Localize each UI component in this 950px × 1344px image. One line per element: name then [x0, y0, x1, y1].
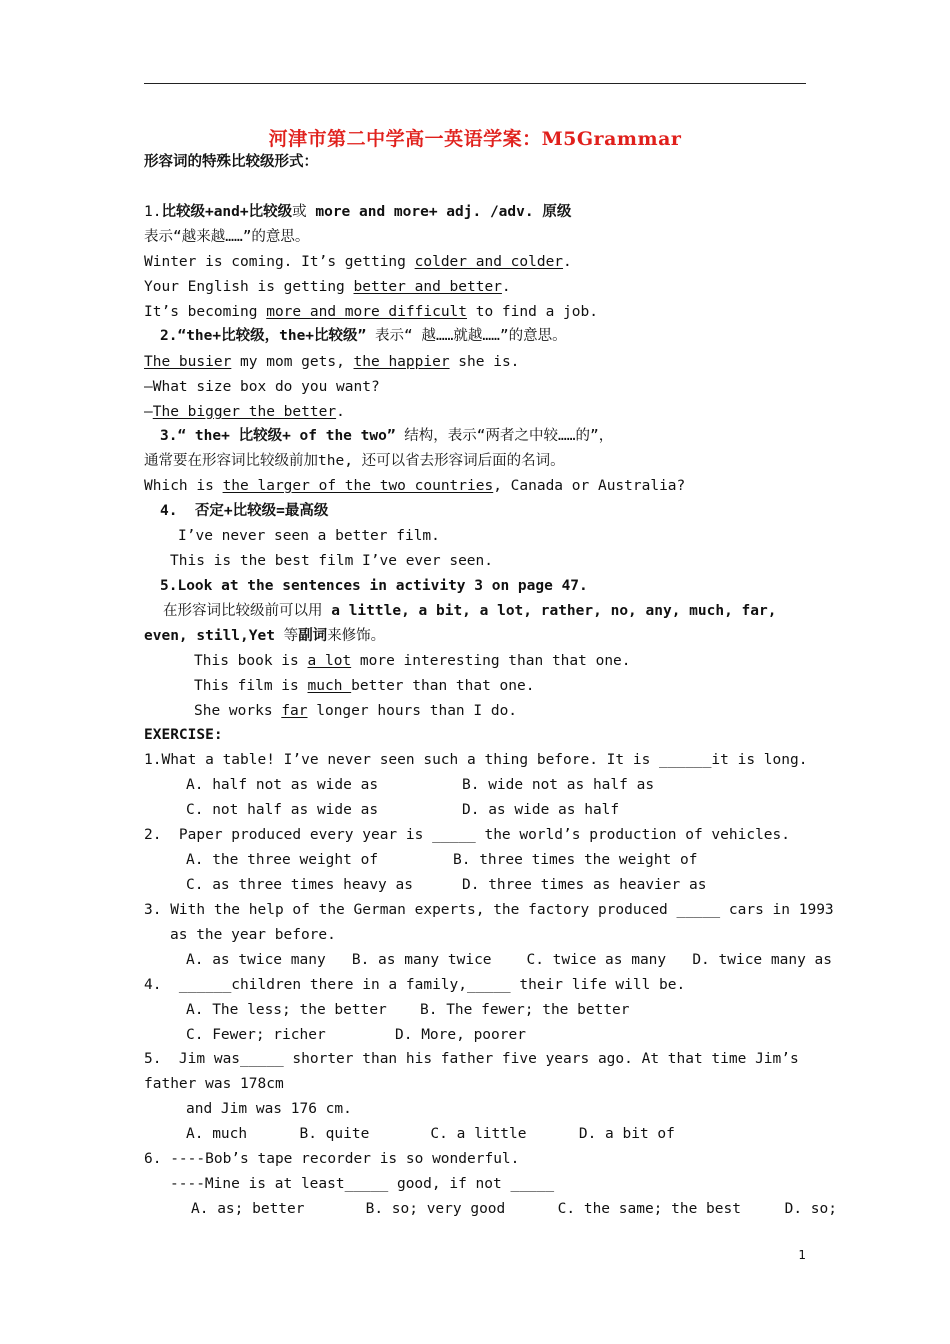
q5-stem-continued: father was 178cm — [144, 1076, 284, 1092]
s5-line-1 — [163, 601, 776, 621]
s1-ex1-underlined: colder and colder — [414, 254, 564, 270]
s5-ex2-pre: This film is — [194, 678, 308, 694]
header-rule — [144, 83, 806, 84]
s5-heading: 5.Look at the sentences in activity 3 on page 47. — [160, 578, 588, 594]
s2-example-2: —What size box do you want? — [144, 379, 380, 395]
s2-ex3-pre: — — [144, 404, 153, 420]
s5-example-1 — [194, 651, 631, 671]
q3-options: A. as twice many B. as many twice C. twice as many D. twice many as — [186, 952, 833, 968]
s3-ex-pre: Which is — [144, 478, 223, 494]
s1-ex2-underlined: better and better — [353, 279, 502, 295]
s3-example — [144, 476, 685, 496]
s1-head-mid: 或 — [292, 204, 316, 220]
section-heading: 形容词的特殊比较级形式： — [144, 154, 318, 170]
s3-ex-underlined: the larger of the two countries — [222, 478, 494, 494]
q2-option-c: C. as three times heavy as — [186, 877, 413, 893]
s5-ex1-pre: This book is — [194, 653, 308, 669]
s2-ex3-post: . — [336, 404, 345, 420]
q2-option-b: B. three times the weight of — [453, 852, 698, 868]
s5-ex1-post: more interesting than that one. — [351, 653, 631, 669]
s1-ex3-underlined: more and more difficult — [266, 304, 468, 320]
s5-example-3 — [194, 701, 517, 721]
q5-stem-continued-2: and Jim was 176 cm. — [186, 1101, 352, 1117]
s3-line-2: 通常要在形容词比较级前加the, 还可以省去形容词后面的名词。 — [144, 453, 565, 469]
q6-stem-continued: ----Mine is at least_____ good, if not _____ — [170, 1176, 555, 1192]
q3-stem: 3. With the help of the German experts, the factory produced _____ cars in 1993 — [144, 902, 834, 918]
s5-ex3-pre: She works — [194, 703, 282, 719]
s2-ex1-post: she is. — [449, 354, 520, 370]
q5-options: A. much B. quite C. a little D. a bit of — [186, 1126, 675, 1142]
page-title: 河津市第二中学高一英语学案：M5Grammar — [268, 128, 682, 150]
q3-stem-continued: as the year before. — [170, 927, 336, 943]
s1-ex1-pre: Winter is coming. It’s getting — [144, 254, 415, 270]
s1-ex3-pre: It’s becoming — [144, 304, 267, 320]
s1-head-bold: 比较级+and+比较级 — [161, 204, 293, 220]
s2-example-3 — [144, 402, 345, 422]
s5-line2-bold2: 副词 — [298, 628, 328, 644]
q1-option-c: C. not half as wide as — [186, 802, 379, 818]
s2-heading — [160, 326, 567, 346]
q2-option-a: A. the three weight of — [186, 852, 379, 868]
s5-line-2 — [144, 626, 385, 646]
q4-option-d: D. More, poorer — [395, 1027, 526, 1043]
q4-stem: 4. ______children there in a family,_____ their life will be. — [144, 977, 686, 993]
q2-stem: 2. Paper produced every year is _____ the world’s production of vehicles. — [144, 827, 791, 843]
s5-example-2 — [194, 676, 534, 696]
s5-line1-bold: a little, a bit, a lot, rather, no, any, much, far, — [331, 603, 777, 619]
s2-head-rest: 表示“ 越……就越……”的意思。 — [366, 328, 567, 344]
s2-example-1 — [144, 352, 519, 372]
s1-example-3 — [144, 302, 598, 322]
s2-ex1-underlined-2: the happier — [353, 354, 450, 370]
s2-head-bold: 2.“the+比较级，the+比较级” — [160, 328, 367, 344]
s1-example-2 — [144, 277, 511, 297]
q4-option-b: B. The fewer; the better — [420, 1002, 630, 1018]
s1-example-1 — [144, 252, 572, 272]
q1-option-a: A. half not as wide as — [186, 777, 379, 793]
q5-stem: 5. Jim was_____ shorter than his father five years ago. At that time Jim’s — [144, 1051, 799, 1067]
s5-ex3-underlined: far — [281, 703, 308, 719]
s1-head-bold2: more and more+ adj. /adv. 原级 — [315, 204, 572, 220]
s3-heading — [160, 426, 613, 446]
s2-ex3-underlined: The bigger the better — [152, 404, 337, 420]
s1-num: 1. — [144, 204, 162, 220]
s1-heading — [144, 202, 571, 222]
s5-line2-bold: even, still,Yet — [144, 628, 275, 644]
q6-stem: 6. ----Bob’s tape recorder is so wonderful. — [144, 1151, 520, 1167]
s3-ex-post: , Canada or Australia? — [493, 478, 686, 494]
s3-head-rest: 结构，表示“两者之中较……的”， — [395, 428, 614, 444]
s5-ex2-underlined: much — [307, 678, 352, 694]
s3-head-bold: 3.“ the+ 比较级+ of the two” — [160, 428, 396, 444]
s2-ex1-underlined-1: The busier — [144, 354, 232, 370]
q6-options: A. as; better B. so; very good C. the same; the best D. so; — [191, 1201, 838, 1217]
s1-meaning: 表示“越来越……”的意思。 — [144, 229, 310, 245]
s4-example-1: I’ve never seen a better film. — [178, 528, 440, 544]
s2-ex1-mid: my mom gets, — [231, 354, 354, 370]
s4-example-2: This is the best film I’ve ever seen. — [170, 553, 494, 569]
s1-ex3-post: to find a job. — [467, 304, 598, 320]
s1-ex1-post: . — [563, 254, 572, 270]
s5-ex1-underlined: a lot — [307, 653, 352, 669]
q4-option-a: A. The less; the better — [186, 1002, 387, 1018]
s5-line1-pre: 在形容词比较级前可以用 — [163, 603, 332, 619]
s5-line2-post: 来修饰。 — [327, 628, 386, 644]
page-number: 1 — [798, 1248, 806, 1262]
q1-option-b: B. wide not as half as — [462, 777, 655, 793]
q4-option-c: C. Fewer; richer — [186, 1027, 326, 1043]
exercise-label: EXERCISE: — [144, 727, 223, 743]
q2-option-d: D. three times as heavier as — [462, 877, 707, 893]
s1-ex2-pre: Your English is getting — [144, 279, 354, 295]
q1-option-d: D. as wide as half — [462, 802, 620, 818]
s5-ex2-post: better than that one. — [351, 678, 535, 694]
s1-ex2-post: . — [501, 279, 511, 295]
q1-stem: 1.What a table! I’ve never seen such a thing before. It is ______it is long. — [144, 752, 808, 768]
s5-line2-mid: 等 — [274, 628, 299, 644]
s4-heading: 4. 否定+比较级=最高级 — [160, 503, 329, 519]
s5-ex3-post: longer hours than I do. — [307, 703, 518, 719]
